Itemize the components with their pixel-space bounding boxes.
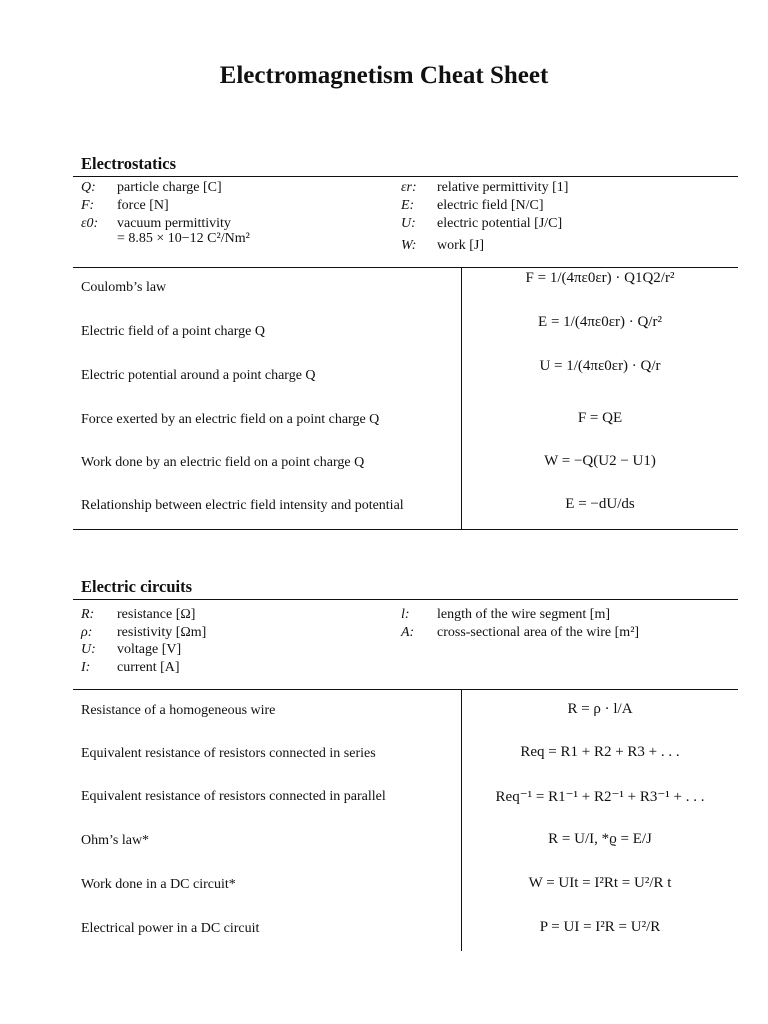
- law-name: Work done by an electric field on a point charge Q: [81, 455, 365, 470]
- law-name: Equivalent resistance of resistors connected in series: [81, 746, 376, 761]
- law-name: Relationship between electric field intensity and potential: [81, 498, 404, 513]
- section-heading-electrostatics: Electrostatics: [81, 154, 176, 173]
- table-column-divider: [461, 267, 462, 529]
- law-name: Resistance of a homogeneous wire: [81, 703, 276, 718]
- law-formula: Req⁻¹ = R1⁻¹ + R2⁻¹ + R3⁻¹ + . . .: [495, 789, 705, 805]
- law-name: Work done in a DC circuit*: [81, 877, 236, 892]
- symbol-description: electric field [N/C]: [437, 198, 544, 213]
- divider: [73, 689, 738, 690]
- law-formula: R = U/I, *ϱ = E/J: [548, 831, 652, 847]
- symbol: ρ:: [81, 625, 93, 640]
- table-column-divider: [461, 689, 462, 951]
- symbol-description: current [A]: [117, 660, 180, 675]
- page-title: Electromagnetism Cheat Sheet: [219, 62, 549, 89]
- divider: [73, 267, 738, 268]
- law-name: Electric field of a point charge Q: [81, 324, 265, 339]
- symbol: ε0:: [81, 216, 99, 231]
- law-formula: P = UI = I²R = U²/R: [539, 919, 661, 935]
- symbol: E:: [401, 198, 415, 213]
- law-formula: U = 1/(4πε0εr) · Q/r: [539, 358, 661, 374]
- divider: [73, 529, 738, 530]
- law-formula: F = 1/(4πε0εr) · Q1Q2/r²: [525, 270, 675, 286]
- symbol: R:: [81, 607, 95, 622]
- law-name: Equivalent resistance of resistors connected in parallel: [81, 789, 386, 804]
- symbol: I:: [81, 660, 91, 675]
- symbol-description: electric potential [J/C]: [437, 216, 563, 231]
- symbol: Q:: [81, 180, 96, 195]
- symbol-description: force [N]: [117, 198, 169, 213]
- symbol-description: voltage [V]: [117, 642, 182, 657]
- law-formula: F = QE: [577, 410, 623, 426]
- permittivity-value: = 8.85 × 10−12 C²/Nm²: [117, 231, 250, 246]
- symbol: F:: [81, 198, 95, 213]
- symbol: A:: [401, 625, 415, 640]
- law-formula: W = UIt = I²Rt = U²/R t: [528, 875, 672, 891]
- law-name: Electrical power in a DC circuit: [81, 921, 260, 936]
- law-formula: Req = R1 + R2 + R3 + . . .: [520, 744, 680, 760]
- law-formula: R = ρ · l/A: [567, 701, 633, 717]
- law-name: Electric potential around a point charge Q: [81, 368, 316, 383]
- law-name: Force exerted by an electric field on a point charge Q: [81, 412, 380, 427]
- symbol: l:: [401, 607, 410, 622]
- law-name: Coulomb’s law: [81, 280, 167, 295]
- law-formula: W = −Q(U2 − U1): [544, 453, 656, 469]
- symbol-description: relative permittivity [1]: [437, 180, 569, 195]
- symbol-description: cross-sectional area of the wire [m²]: [437, 625, 640, 640]
- divider: [73, 176, 738, 177]
- symbol: U:: [401, 216, 416, 231]
- symbol: U:: [81, 642, 96, 657]
- symbol: W:: [401, 238, 417, 253]
- symbol: εr:: [401, 180, 417, 195]
- law-formula: E = 1/(4πε0εr) · Q/r²: [538, 314, 662, 330]
- symbol-description: vacuum permittivity: [117, 216, 231, 231]
- symbol-description: particle charge [C]: [117, 180, 222, 195]
- symbol-description: work [J]: [437, 238, 485, 253]
- symbol-description: resistance [Ω]: [117, 607, 196, 622]
- symbol-description: length of the wire segment [m]: [437, 607, 611, 622]
- law-formula: E = −dU/ds: [565, 496, 635, 512]
- symbol-description: resistivity [Ωm]: [117, 625, 207, 640]
- divider: [73, 599, 738, 600]
- section-heading-electric-circuits: Electric circuits: [81, 577, 193, 596]
- law-name: Ohm’s law*: [81, 833, 150, 848]
